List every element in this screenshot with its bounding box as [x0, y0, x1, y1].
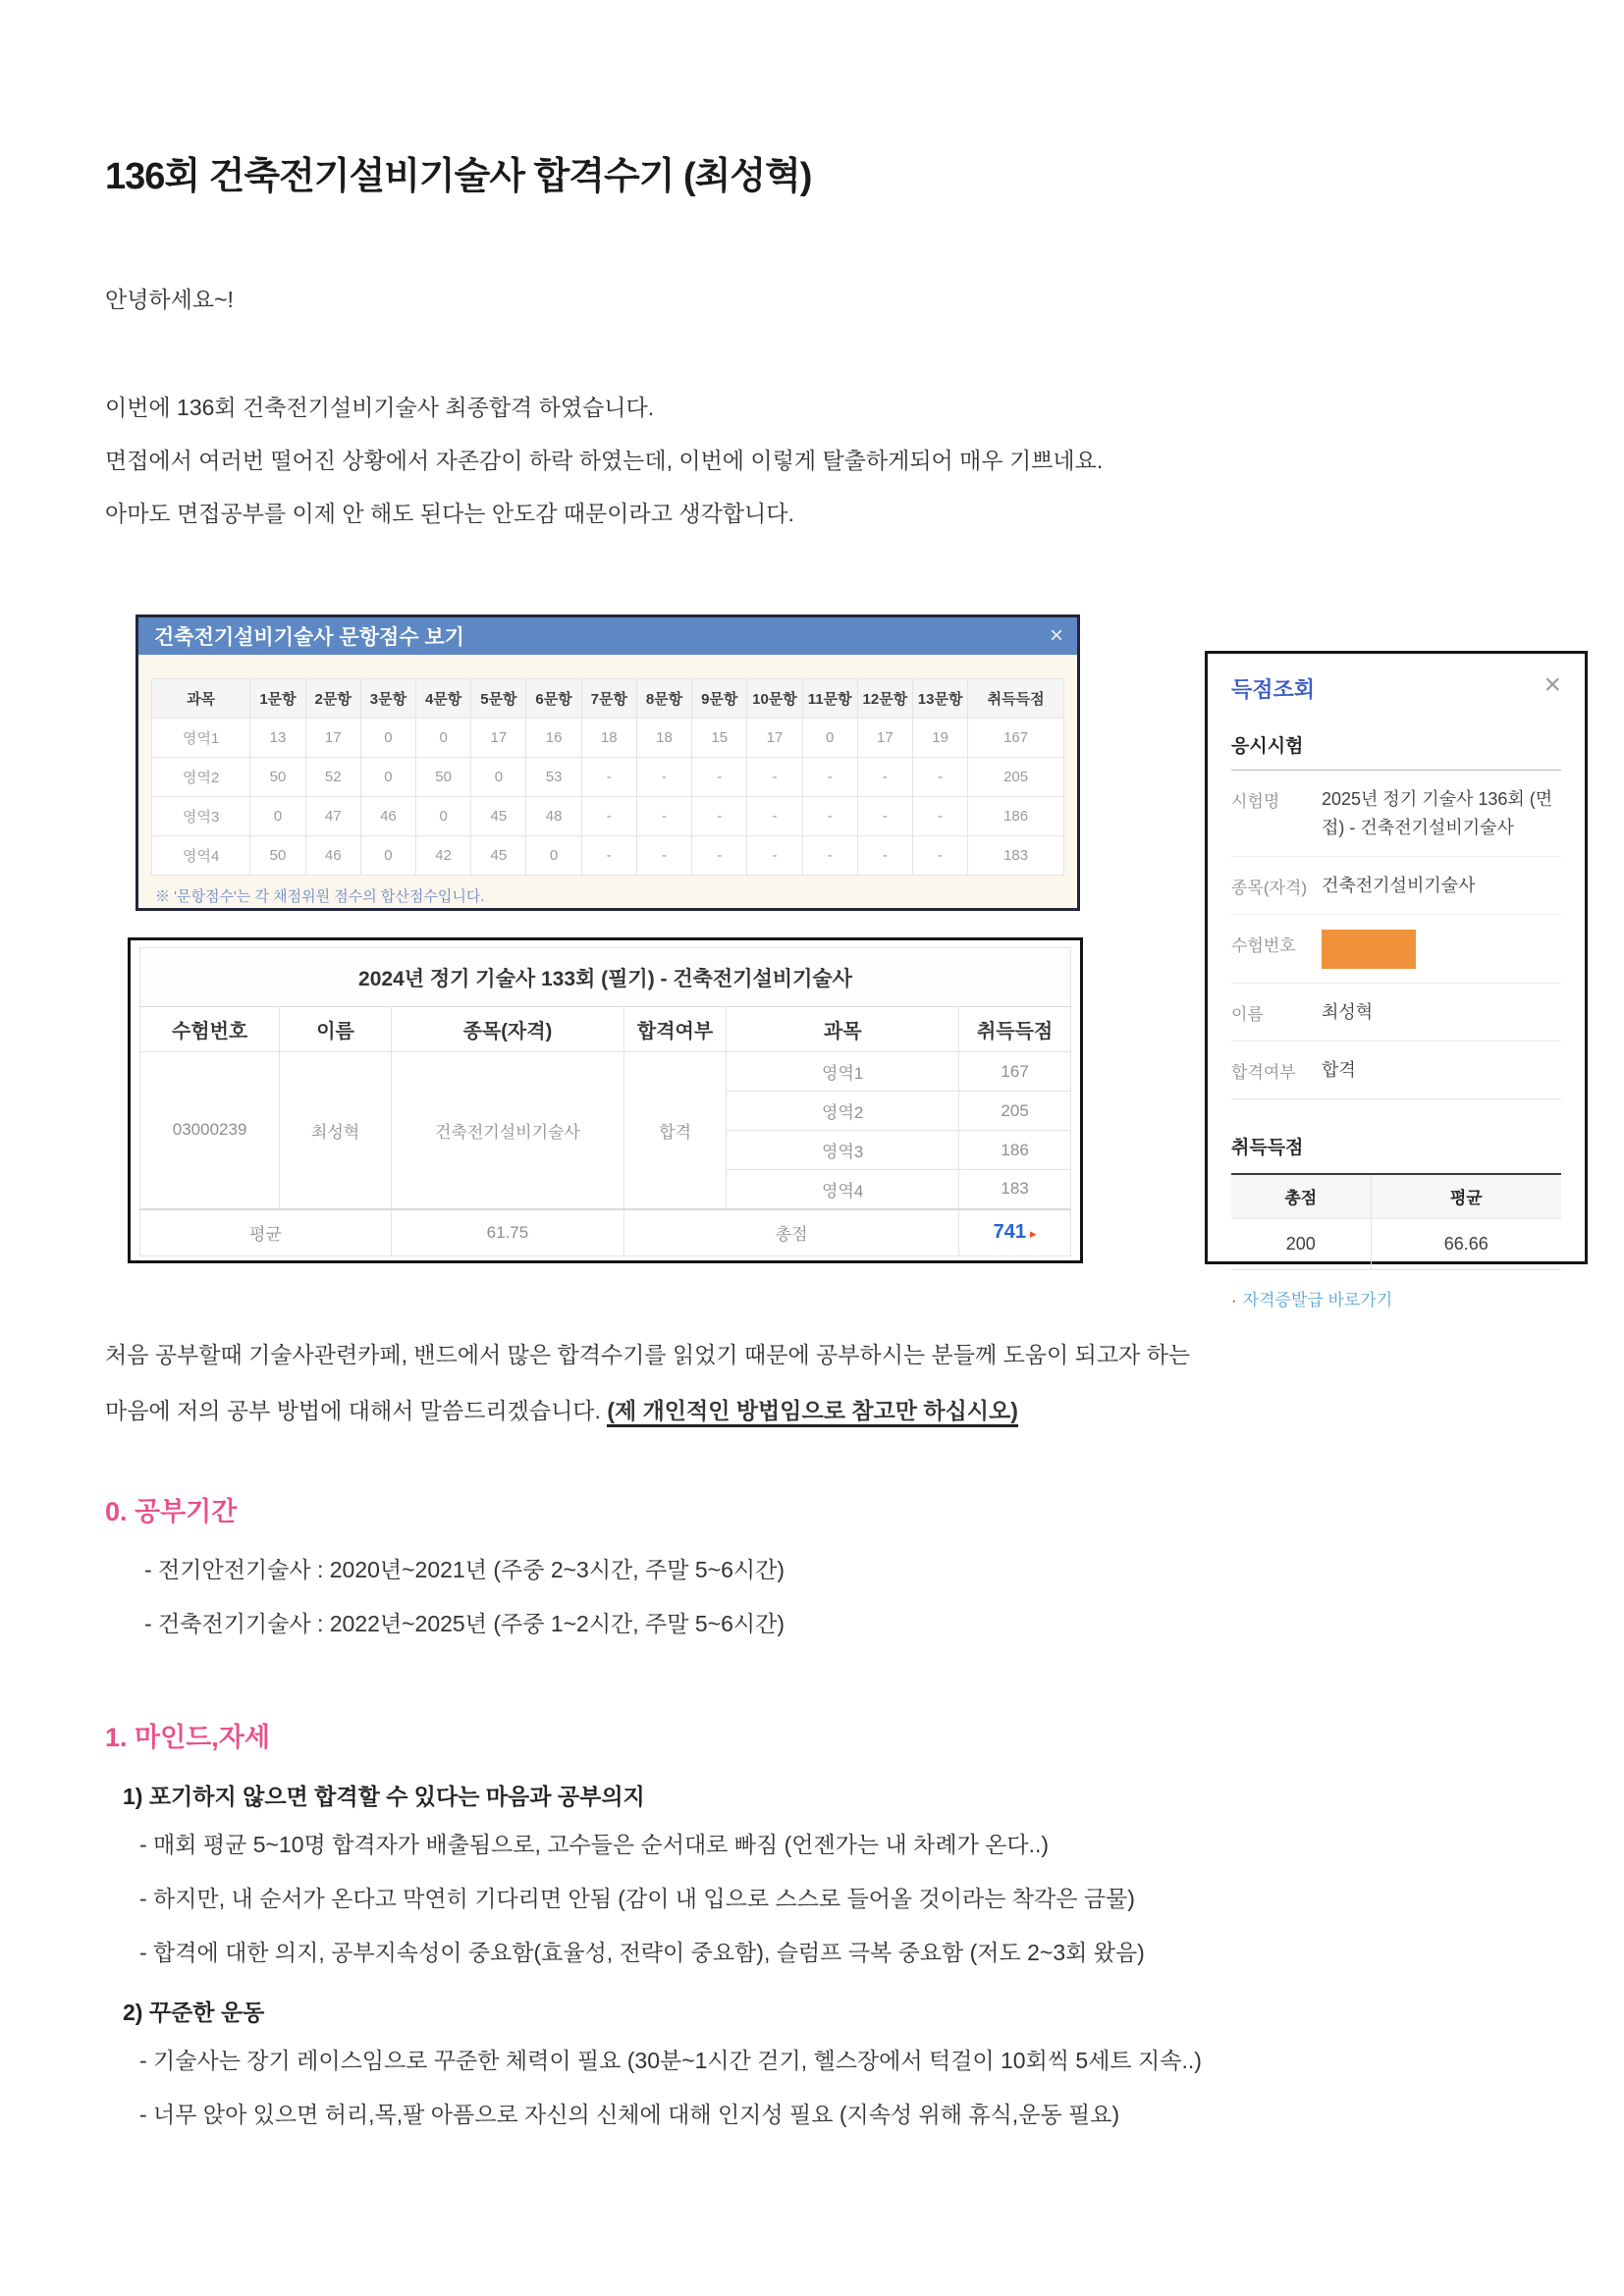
- list-item: - 전기안전기술사 : 2020년~2021년 (주중 2~3시간, 주말 5~6시간): [144, 1557, 785, 1582]
- bullet: ·: [1231, 1290, 1237, 1309]
- field-value: 합격: [1322, 1060, 1356, 1080]
- score-header-row: [152, 679, 1064, 719]
- section-1-sub2-items: [139, 2034, 1202, 2142]
- score-value: -: [692, 836, 747, 876]
- middle-line: 처음 공부할때 기술사관련카페, 밴드에서 많은 합격수기를 읽었기 때문에 공부하시는 분들께 도움이 되고자 하는: [105, 1342, 1191, 1367]
- result-col-header: 종목(자격): [391, 1007, 623, 1052]
- score-subject: 영역4: [152, 836, 250, 876]
- exam-number: 03000239: [140, 1052, 280, 1209]
- score-value: 17: [471, 719, 526, 758]
- pass-status: 합격: [623, 1052, 726, 1209]
- score-col-header: 13문항: [913, 679, 968, 719]
- area-score: 183: [959, 1170, 1071, 1209]
- greeting-text: 안녕하세요~!: [105, 287, 234, 312]
- score-value: 0: [250, 797, 305, 836]
- close-icon[interactable]: ×: [1543, 668, 1561, 701]
- written-result-table-wrap: [128, 937, 1083, 1263]
- score-col-header: 5문항: [471, 679, 526, 719]
- score-value: -: [636, 797, 691, 836]
- score-col-header: 2문항: [305, 679, 360, 719]
- total-value: 741: [993, 1221, 1027, 1244]
- score-col-header: 총점: [1231, 1174, 1371, 1218]
- intro-line: 면접에서 여러번 떨어진 상황에서 자존감이 하락 하였는데, 이번에 이렇게 탈출하게되어 매우 기쁘네요.: [105, 448, 1104, 473]
- list-item: - 건축전기기술사 : 2022년~2025년 (주중 1~2시간, 주말 5~6시간): [144, 1611, 785, 1636]
- list-item: - 합격에 대한 의지, 공부지속성이 중요함(효율성, 전략이 중요함), 슬럼프 극복 중요함 (저도 2~3회 왔음): [139, 1940, 1145, 1965]
- close-icon[interactable]: ×: [1049, 622, 1063, 649]
- area-score: 167: [959, 1052, 1071, 1092]
- field-label: 시험명: [1231, 792, 1280, 811]
- emphasized-note: (제 개인적인 방법임으로 참고만 하십시오): [607, 1398, 1018, 1427]
- score-total: 186: [968, 797, 1064, 836]
- score-value: 17: [857, 719, 912, 758]
- average-score-value: 66.66: [1371, 1218, 1561, 1269]
- score-subject: 영역3: [152, 797, 250, 836]
- panel-field-row: [1231, 1041, 1561, 1099]
- score-value: 17: [747, 719, 802, 758]
- intro-line: 아마도 면접공부를 이제 안 해도 된다는 안도감 때문이라고 생각합니다.: [105, 501, 794, 526]
- result-title-row: [140, 948, 1071, 1007]
- certificate-issue-link[interactable]: 자격증발급 바로가기: [1242, 1290, 1393, 1309]
- score-value: -: [913, 758, 968, 797]
- certificate-link-row: [1231, 1286, 1561, 1310]
- average-label: 평균: [140, 1209, 392, 1256]
- score-row: [152, 719, 1064, 758]
- panel-title: 득점조회: [1231, 677, 1316, 702]
- panel-score-table: [1231, 1173, 1561, 1270]
- area-name: 영역3: [727, 1131, 959, 1170]
- score-value: 18: [636, 719, 691, 758]
- score-value: -: [636, 836, 691, 876]
- section-1-heading: 1. 마인드,자세: [105, 1723, 270, 1752]
- result-col-header: 수험번호: [140, 1007, 280, 1052]
- score-total: 183: [968, 836, 1064, 876]
- result-footer-row: [140, 1209, 1071, 1256]
- section-1-sub1-title: 1) 포기하지 않으면 합격할 수 있다는 마음과 공부의지: [123, 1784, 645, 1809]
- panel-field-row: [1231, 984, 1561, 1041]
- score-col-header: 4문항: [416, 679, 471, 719]
- question-score-popup: [135, 614, 1080, 911]
- score-value: 45: [471, 797, 526, 836]
- arrow-icon: ▸: [1030, 1226, 1037, 1242]
- score-value: -: [857, 836, 912, 876]
- score-value: 48: [526, 797, 581, 836]
- result-header-row: [140, 1007, 1071, 1052]
- section-0-heading: 0. 공부기간: [105, 1497, 238, 1526]
- score-row: [152, 797, 1064, 836]
- score-value: 50: [416, 758, 471, 797]
- score-col-header: 11문항: [802, 679, 857, 719]
- score-subject: 영역2: [152, 758, 250, 797]
- panel-field-row: [1231, 857, 1561, 915]
- field-label: 수험번호: [1231, 936, 1296, 955]
- score-col-header: 3문항: [360, 679, 415, 719]
- field-label: 합격여부: [1231, 1063, 1296, 1082]
- score-col-header: 9문항: [692, 679, 747, 719]
- score-value: -: [857, 797, 912, 836]
- panel-field-row: [1231, 915, 1561, 984]
- score-col-header: 1문항: [250, 679, 305, 719]
- page-title: 136회 건축전기설비기술사 합격수기 (최성혁): [105, 156, 812, 197]
- score-value: -: [581, 836, 636, 876]
- score-value: -: [636, 758, 691, 797]
- popup-title: 건축전기설비기술사 문항점수 보기: [154, 626, 464, 649]
- score-col-header: 8문항: [636, 679, 691, 719]
- total-value-cell: [959, 1209, 1071, 1256]
- list-item: - 너무 앉아 있으면 허리,목,팔 아픔으로 자신의 신체에 대해 인지성 필요 (지속성 위해 휴식,운동 필요): [139, 2102, 1120, 2127]
- score-total: 167: [968, 719, 1064, 758]
- total-score-value: 200: [1231, 1218, 1371, 1269]
- score-section-title: 취득득점: [1231, 1138, 1304, 1158]
- score-value: 0: [360, 836, 415, 876]
- score-value: 0: [360, 758, 415, 797]
- field-label: 이름: [1231, 1005, 1264, 1024]
- score-value: -: [692, 758, 747, 797]
- score-col-header: 12문항: [857, 679, 912, 719]
- score-row: [152, 836, 1064, 876]
- score-value: -: [581, 758, 636, 797]
- score-col-header: 6문항: [526, 679, 581, 719]
- popup-titlebar: [138, 617, 1077, 655]
- score-col-header: 과목: [152, 679, 250, 719]
- score-value: 13: [250, 719, 305, 758]
- score-value: 0: [416, 719, 471, 758]
- list-item: - 매회 평균 5~10명 합격자가 배출됨으로, 고수들은 순서대로 빠짐 (언젠가는 내 차례가 온다..): [139, 1832, 1050, 1857]
- score-value: 15: [692, 719, 747, 758]
- score-value: 0: [802, 719, 857, 758]
- qualification-category: 건축전기설비기술사: [391, 1052, 623, 1209]
- score-value: 0: [360, 719, 415, 758]
- score-col-header: 평균: [1371, 1174, 1561, 1218]
- score-value: -: [913, 797, 968, 836]
- written-result-table: [139, 947, 1071, 1256]
- score-value: -: [747, 758, 802, 797]
- result-title: 2024년 정기 기술사 133회 (필기) - 건축전기설비기술사: [140, 948, 1071, 1007]
- score-value: -: [747, 836, 802, 876]
- score-footnote: ※ '문항점수'는 각 채점위원 점수의 합산점수입니다.: [155, 888, 485, 905]
- exam-section-title: 응시시험: [1231, 736, 1304, 757]
- score-value: 0: [526, 836, 581, 876]
- result-area-row: [140, 1052, 1071, 1092]
- result-col-header: 합격여부: [623, 1007, 726, 1052]
- field-value: 건축전기설비기술사: [1322, 876, 1476, 895]
- score-col-header: 10문항: [747, 679, 802, 719]
- total-label: 총점: [623, 1209, 958, 1256]
- panel-field-row: [1231, 771, 1561, 857]
- score-value: -: [913, 836, 968, 876]
- list-item: - 기술사는 장기 레이스임으로 꾸준한 체력이 필요 (30분~1시간 걷기, 헬스장에서 턱걸이 10회씩 5세트 지속..): [139, 2048, 1202, 2073]
- field-value: 2025년 정기 기술사 136회 (면접) - 건축전기설비기술사: [1322, 789, 1553, 837]
- score-value: -: [802, 836, 857, 876]
- question-score-table: [151, 678, 1064, 876]
- middle-line: 마음에 저의 공부 방법에 대해서 말씀드리겠습니다. (제 개인적인 방법임으로 참고만 하십시오): [105, 1383, 1190, 1439]
- middle-paragraph: [105, 1327, 1190, 1439]
- score-value: 46: [360, 797, 415, 836]
- score-value: 53: [526, 758, 581, 797]
- score-value: -: [857, 758, 912, 797]
- intro-paragraph: [105, 381, 1103, 540]
- score-total: 205: [968, 758, 1064, 797]
- score-subject: 영역1: [152, 719, 250, 758]
- score-value: -: [802, 758, 857, 797]
- list-item: - 하지만, 내 순서가 온다고 막연히 기다리면 안됨 (감이 내 입으로 스스로 들어올 것이라는 착각은 금물): [139, 1886, 1135, 1911]
- score-value: 19: [913, 719, 968, 758]
- score-value: 50: [250, 836, 305, 876]
- score-value: 45: [471, 836, 526, 876]
- field-value: 최성혁: [1322, 1002, 1374, 1022]
- score-value: 0: [471, 758, 526, 797]
- panel-fields: [1231, 771, 1561, 1099]
- score-value: -: [692, 797, 747, 836]
- masked-exam-number: [1322, 930, 1416, 969]
- score-col-header: 취득득점: [968, 679, 1064, 719]
- average-value: 61.75: [391, 1209, 623, 1256]
- score-value: 16: [526, 719, 581, 758]
- score-value: -: [581, 797, 636, 836]
- field-label: 종목(자격): [1231, 879, 1308, 897]
- score-value: -: [802, 797, 857, 836]
- result-col-header: 이름: [280, 1007, 392, 1052]
- score-col-header: 7문항: [581, 679, 636, 719]
- result-col-header: 과목: [727, 1007, 959, 1052]
- section-1-sub2-title: 2) 꾸준한 운동: [123, 2000, 265, 2025]
- area-score: 186: [959, 1131, 1071, 1170]
- result-col-header: 취득득점: [959, 1007, 1071, 1052]
- score-value: 46: [305, 836, 360, 876]
- score-value: 50: [250, 758, 305, 797]
- area-name: 영역4: [727, 1170, 959, 1209]
- score-value: 18: [581, 719, 636, 758]
- section-1-sub1-items: [139, 1818, 1145, 1980]
- score-value: 0: [416, 797, 471, 836]
- area-name: 영역1: [727, 1052, 959, 1092]
- candidate-name: 최성혁: [280, 1052, 392, 1209]
- score-row: [152, 758, 1064, 797]
- score-value: -: [747, 797, 802, 836]
- section-0-items: [144, 1543, 785, 1651]
- popup-body: [138, 655, 1077, 914]
- intro-line: 이번에 136회 건축전기설비기술사 최종합격 하였습니다.: [105, 395, 655, 420]
- score-value: 52: [305, 758, 360, 797]
- area-score: 205: [959, 1092, 1071, 1131]
- score-inquiry-panel: [1205, 651, 1588, 1309]
- score-value: 47: [305, 797, 360, 836]
- score-value: 17: [305, 719, 360, 758]
- panel-header: [1231, 668, 1561, 704]
- score-value: 42: [416, 836, 471, 876]
- area-name: 영역2: [727, 1092, 959, 1131]
